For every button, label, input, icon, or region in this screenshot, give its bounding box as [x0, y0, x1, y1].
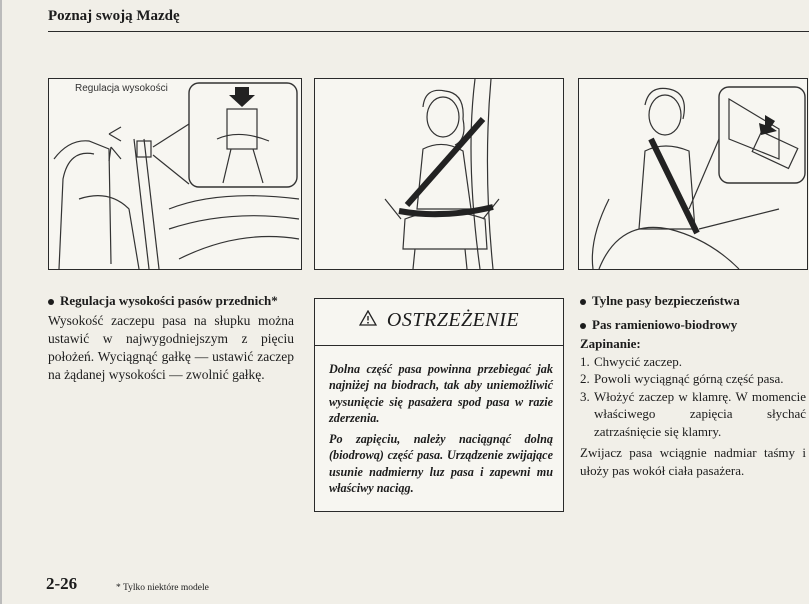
- page-header: Poznaj swoją Mazdę: [48, 8, 180, 24]
- figure-rear-buckle: [578, 78, 808, 270]
- warning-body: [329, 361, 553, 501]
- footnote: * Tylko niektóre modele: [116, 583, 209, 593]
- left-column: [48, 292, 294, 384]
- page-edge: [0, 0, 2, 604]
- bullet-icon: [580, 299, 586, 305]
- warning-title: OSTRZEŻENIE: [315, 309, 563, 332]
- warning-divider: [315, 345, 563, 346]
- list-item: 1. Chwycić zaczep.: [580, 353, 683, 369]
- list-item: 2. Powoli wyciągnąć górną część pasa.: [580, 371, 784, 386]
- right-column: [580, 292, 806, 479]
- section-heading: Tylne pasy bezpieczeństwa: [580, 292, 806, 310]
- page-number: 2-26: [46, 574, 78, 593]
- figure-height-adjuster: [48, 78, 302, 270]
- section-body: Zwijacz pasa wciągnie nadmiar taśmy i ułoży pas wokół ciała pasażera.: [580, 445, 806, 478]
- warning-paragraph: Po zapięciu, należy naciągnąć dolną (biodrową) część pasa. Urządzenie zwijające usunie nadmierny luz pasa i zapewni mu właściwy naciąg.: [329, 432, 553, 496]
- list-item: 3. Włożyć zaczep w klamrę. W momencie właściwego zapięcia słychać zatrzaśnięcie się klamry.: [580, 388, 806, 439]
- section-body: Wysokość zaczepu pasa na słupku można ustawić w najwygodniejszym z pięciu położeń. Wyciągnąć gałkę — ustawić zaczep na żądanej wysokości — zwolnić gałkę.: [48, 313, 294, 382]
- height-adjuster-illustration: [49, 79, 301, 269]
- section-heading: Regulacja wysokości pasów przednich*: [48, 292, 294, 310]
- bullet-icon: [48, 299, 54, 305]
- bullet-icon: [580, 323, 586, 329]
- section-heading: Pas ramieniowo-biodrowy: [580, 316, 806, 334]
- warning-triangle-icon: [359, 309, 377, 332]
- rear-buckle-illustration: [579, 79, 807, 269]
- header-rule: [48, 31, 809, 32]
- subheading: Zapinanie:: [580, 336, 641, 351]
- warning-box: [314, 298, 564, 512]
- figure-label: Regulacja wysokości: [75, 83, 168, 94]
- figure-front-passenger: [314, 78, 564, 270]
- front-passenger-illustration: [315, 79, 563, 269]
- warning-paragraph: Dolna część pasa powinna przebiegać jak najniżej na biodrach, tak aby uniemożliwić wysunięcie się pasażera spod pasa w razie zderzenia.: [329, 362, 553, 425]
